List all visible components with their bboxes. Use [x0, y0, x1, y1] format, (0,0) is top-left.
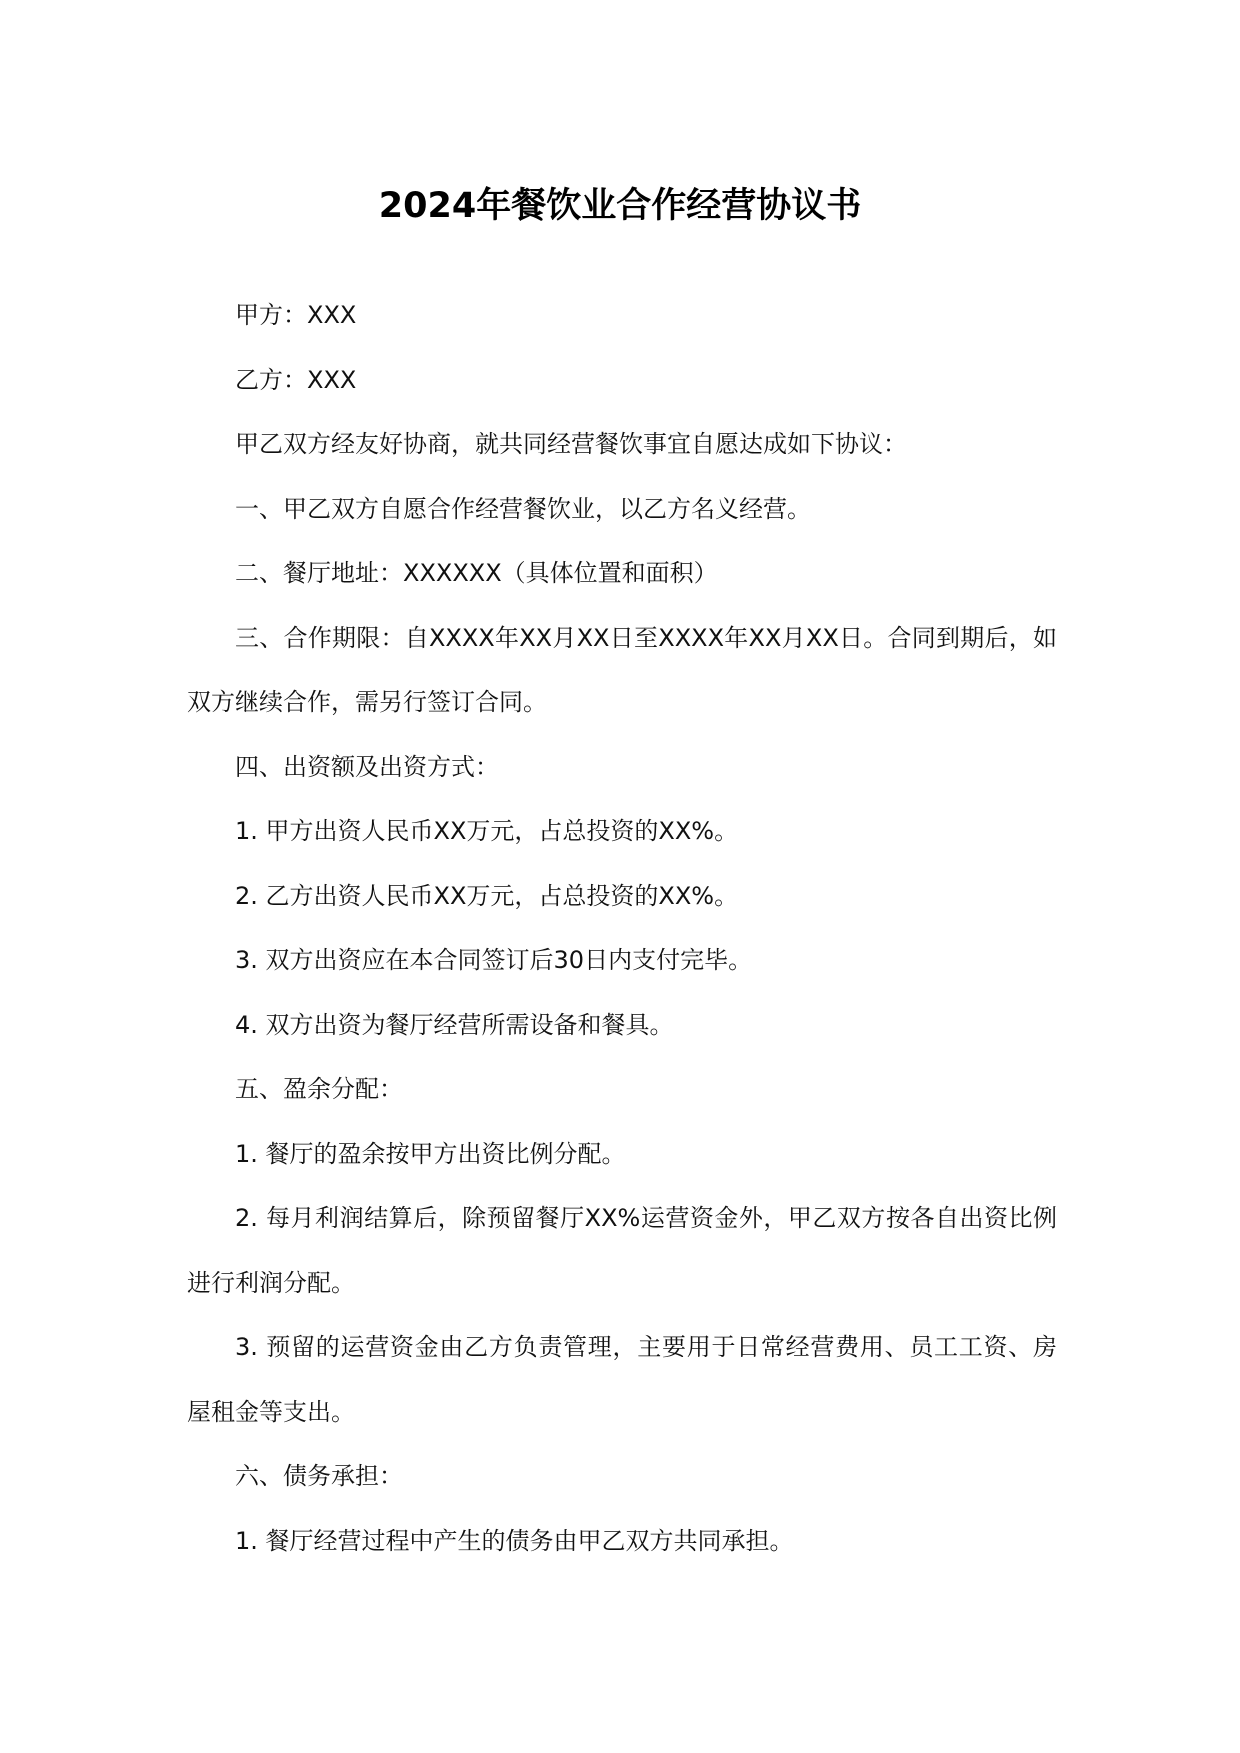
- preamble-paragraph: 甲乙双方经友好协商，就共同经营餐饮事宜自愿达成如下协议：: [235, 430, 907, 458]
- document-body: [187, 283, 1057, 1573]
- clause-5-item-1: 1. 餐厅的盈余按甲方出资比例分配。: [235, 1139, 626, 1168]
- party-a-line: 甲方：XXX: [235, 301, 357, 329]
- party-b-line: 乙方：XXX: [235, 365, 357, 394]
- clause-4-heading-investment: 四、出资额及出资方式：: [235, 752, 499, 781]
- document-title: 2024年餐饮业合作经营协议书: [378, 186, 862, 227]
- clause-3-term: 三、合作期限：自XXXX年XX月XX日至XXXX年XX月XX日。合同到期后，如双方继续合作，需另行签订合同。: [187, 623, 1057, 716]
- clause-4-item-2: 2. 乙方出资人民币XX万元，占总投资的XX%。: [235, 881, 739, 910]
- clause-5-item-2: 2. 每月利润结算后，除预留餐厅XX%运营资金外，甲乙双方按各自出资比例进行利润分配。: [187, 1204, 1057, 1297]
- clause-2-address: 二、餐厅地址：XXXXXX（具体位置和面积）: [235, 559, 718, 587]
- clause-5-heading-profit: 五、盈余分配：: [235, 1075, 403, 1103]
- clause-6-item-1: 1. 餐厅经营过程中产生的债务由甲乙双方共同承担。: [235, 1526, 794, 1555]
- clause-4-item-1: 1. 甲方出资人民币XX万元，占总投资的XX%。: [235, 817, 739, 845]
- clause-4-item-3: 3. 双方出资应在本合同签订后30日内支付完毕。: [235, 946, 753, 974]
- clause-6-heading-debt: 六、债务承担：: [235, 1462, 403, 1490]
- clause-1-cooperation: 一、甲乙双方自愿合作经营餐饮业，以乙方名义经营。: [235, 494, 811, 523]
- clause-5-item-3: 3. 预留的运营资金由乙方负责管理，主要用于日常经营费用、员工工资、房屋租金等支出。: [187, 1333, 1057, 1426]
- clause-4-item-4: 4. 双方出资为餐厅经营所需设备和餐具。: [235, 1010, 674, 1039]
